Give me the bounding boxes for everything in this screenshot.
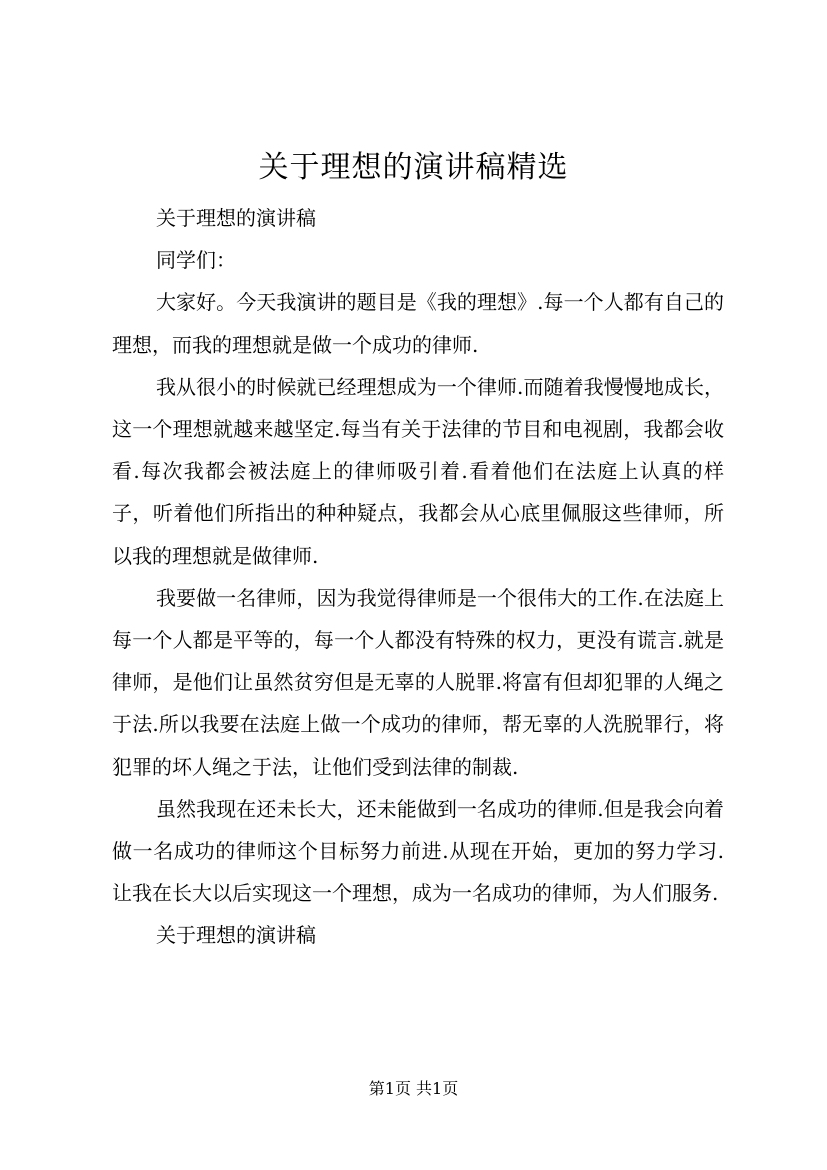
closing-heading-paragraph: 关于理想的演讲稿: [156, 923, 316, 948]
body-paragraph: 我从很小的时候就已经理想成为一个律师.而随着我慢慢地成长，这一个理想就越来越坚定.每当有关于法律的节目和电视剧，我都会收看.每次我都会被法庭上的律师吸引着.看着他们在法庭上认真的样子，听着他们所指出的种种疑点，我都会从心底里佩服这些律师，所以我的理想就是做律师.: [112, 374, 724, 568]
body-paragraph: 大家好。今天我演讲的题目是《我的理想》.每一个人都有自己的理想，而我的理想就是做一个成功的律师.: [112, 290, 724, 357]
document-body: [112, 197, 724, 957]
page-number-footer: 第1页 共1页: [368, 1079, 459, 1098]
body-paragraph: 我要做一名律师，因为我觉得律师是一个很伟大的工作.在法庭上每一个人都是平等的，每一个人都没有特殊的权力，更没有谎言.就是律师，是他们让虽然贫穷但是无辜的人脱罪.将富有但却犯罪的人绳之于法.所以我要在法庭上做一个成功的律师，帮无辜的人洗脱罪行，将犯罪的坏人绳之于法，让他们受到法律的制裁.: [112, 585, 724, 779]
greeting-paragraph: 同学们：: [156, 248, 236, 273]
document-title: 关于理想的演讲稿精选: [258, 150, 569, 185]
subtitle-paragraph: 关于理想的演讲稿: [156, 206, 316, 230]
body-paragraph: 虽然我现在还未长大，还未能做到一名成功的律师.但是我会向着做一名成功的律师这个目标努力前进.从现在开始，更加的努力学习.让我在长大以后实现这一个理想，成为一名成功的律师，为人们服务.: [112, 796, 724, 906]
